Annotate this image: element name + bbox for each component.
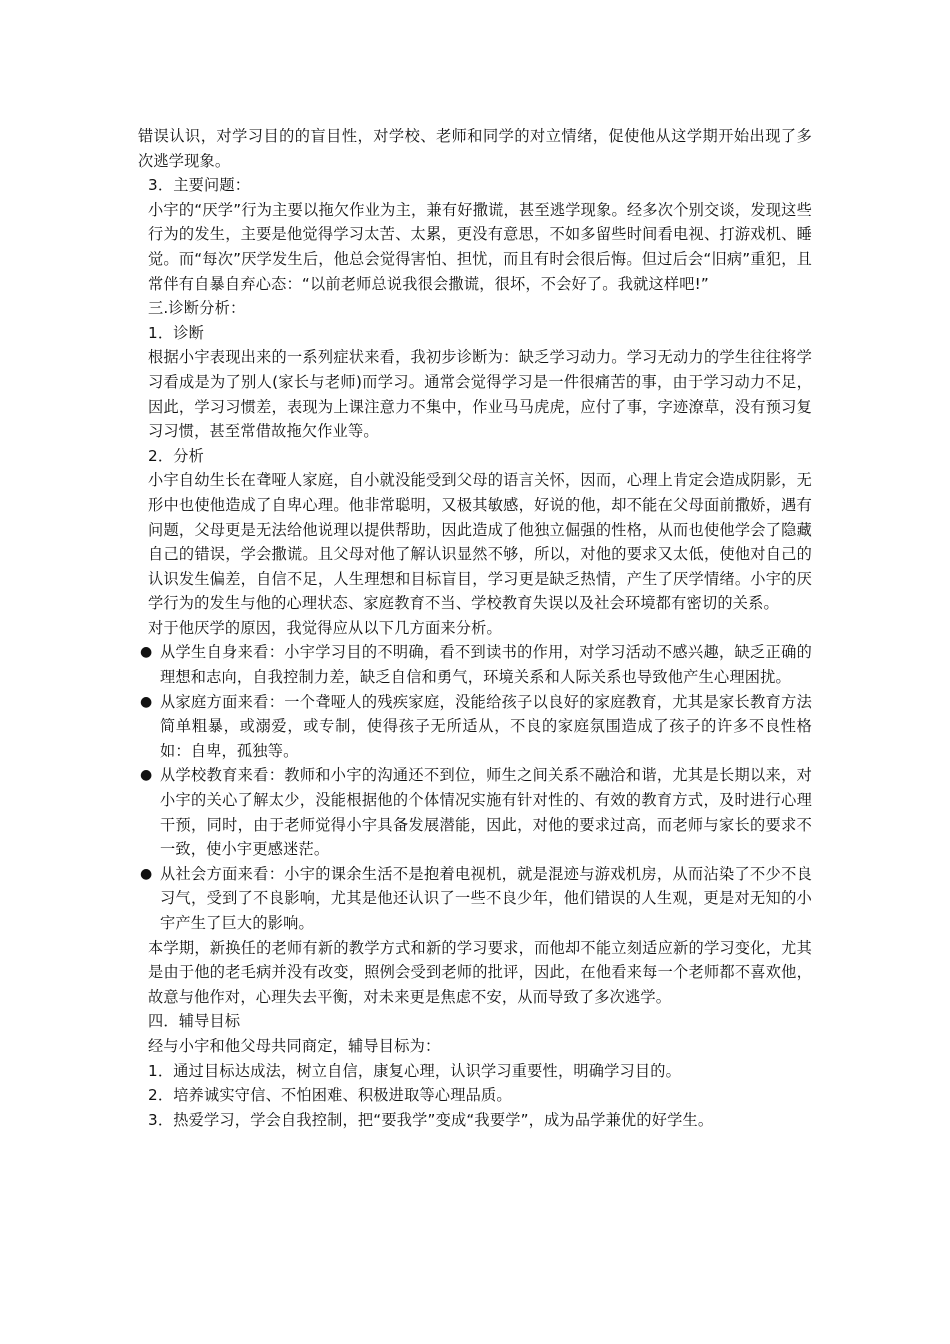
bullet-icon: ●: [140, 865, 153, 882]
paragraph-goals-intro: 经与小宇和他父母共同商定，辅导目标为：: [148, 1036, 441, 1055]
paragraph-diagnosis: 根据小宇表现出来的一系列症状来看，我初步诊断为：缺乏学习动力。学习无动力的学生往往将学习看成是为了别人(家长与老师)而学习。通常会觉得学习是一件很痛苦的事，由于学习动力不足，因此，学习习惯差，表现为上课注意力不集中，作业马马虎虎，应付了事，字迹潦草，没有预习复习习惯，甚至常借故拖欠作业等。: [148, 348, 812, 441]
heading-diagnosis-analysis: 三.诊断分析：: [148, 299, 246, 318]
list-item-text: 从社会方面来看：小宇的课余生活不是抱着电视机，就是混迹与游戏机房，从而沾染了不少不良习气，受到了不良影响，尤其是他还认识了一些不良少年，他们错误的人生观，更是对无知的小宇产生了巨大的影响。: [160, 864, 812, 932]
goal-item-3: 3．热爱学习，学会自我控制，把“要我学”变成“我要学”，成为品学兼优的好学生。: [148, 1110, 714, 1129]
list-item: [138, 690, 812, 764]
paragraph-analysis-intro: 对于他厌学的原因，我觉得应从以下几方面来分析。: [148, 618, 502, 637]
heading-counseling-goals: 四．辅导目标: [148, 1012, 241, 1031]
paragraph-main-problems: 小宇的“厌学”行为主要以拖欠作业为主，兼有好撒谎，甚至逃学现象。经多次个别交谈，发现这些行为的发生，主要是他觉得学习太苦、太累，更没有意思，不如多留些时间看电视、打游戏机、睡觉。而“每次”厌学发生后，他总会觉得害怕、担忧，而且有时会很后悔。但过后会“旧病”重犯，且常伴有自暴自弃心态：“以前老师总说我很会撒谎，很坏，不会好了。我就这样吧!”: [148, 200, 812, 293]
goal-item-1: 1．通过目标达成法，树立自信，康复心理，认识学习重要性，明确学习目的。: [148, 1061, 682, 1080]
list-item: [138, 763, 812, 861]
list-item: [138, 640, 812, 689]
heading-analysis: 2．分析: [148, 446, 205, 465]
paragraph-this-semester: 本学期，新换任的老师有新的教学方式和新的学习要求，而他却不能立刻适应新的学习变化，尤其是由于他的老毛病并没有改变，照例会受到老师的批评，因此，在他看来每一个老师都不喜欢他，故意与他作对，心理失去平衡，对未来更是焦虑不安，从而导致了多次逃学。: [148, 938, 812, 1006]
list-item-text: 从学校教育来看：教师和小宇的沟通还不到位，师生之间关系不融洽和谐，尤其是长期以来，对小宇的关心了解太少，没能根据他的个体情况实施有针对性的、有效的教育方式，及时进行心理干预，同时，由于老师觉得小宇具备发展潜能，因此，对他的要求过高，而老师与家长的要求不一致，使小宇更感迷茫。: [160, 766, 812, 859]
heading-diagnosis: 1．诊断: [148, 323, 205, 342]
paragraph-intro-continuation: 错误认识，对学习目的的盲目性，对学校、老师和同学的对立情绪，促使他从这学期开始出现了多次逃学现象。: [138, 127, 812, 170]
document-page: [138, 124, 812, 1132]
list-item-text: 从学生自身来看：小宇学习目的不明确，看不到读书的作用，对学习活动不感兴趣，缺乏正确的理想和志向，自我控制力差，缺乏自信和勇气，环境关系和人际关系也导致他产生心理困扰。: [160, 643, 812, 687]
goal-item-2: 2．培养诚实守信、不怕困难、积极进取等心理品质。: [148, 1086, 512, 1105]
paragraph-analysis: 小宇自幼生长在聋哑人家庭，自小就没能受到父母的语言关怀，因而，心理上肯定会造成阴影，无形中也使他造成了自卑心理。他非常聪明，又极其敏感，好说的他，却不能在父母面前撒娇，遇有问题，父母更是无法给他说理以提供帮助，因此造成了他独立倔强的性格，从而也使他学会了隐藏自己的错误，学会撒谎。且父母对他了解认识显然不够，所以，对他的要求又太低，使他对自己的认识发生偏差，自信不足，人生理想和目标盲目，学习更是缺乏热情，产生了厌学情绪。小宇的厌学行为的发生与他的心理状态、家庭教育不当、学校教育失误以及社会环境都有密切的关系。: [148, 471, 812, 613]
bullet-icon: ●: [140, 693, 153, 710]
bullet-icon: ●: [140, 644, 153, 661]
list-item: [138, 862, 812, 936]
bullet-icon: ●: [140, 767, 153, 784]
list-item-text: 从家庭方面来看：一个聋哑人的残疾家庭，没能给孩子以良好的家庭教育，尤其是家长教育方法简单粗暴，或溺爱，或专制，使得孩子无所适从，不良的家庭氛围造成了孩子的许多不良性格如：自卑，孤独等。: [160, 692, 812, 760]
heading-main-problems: 3．主要问题：: [148, 176, 251, 195]
